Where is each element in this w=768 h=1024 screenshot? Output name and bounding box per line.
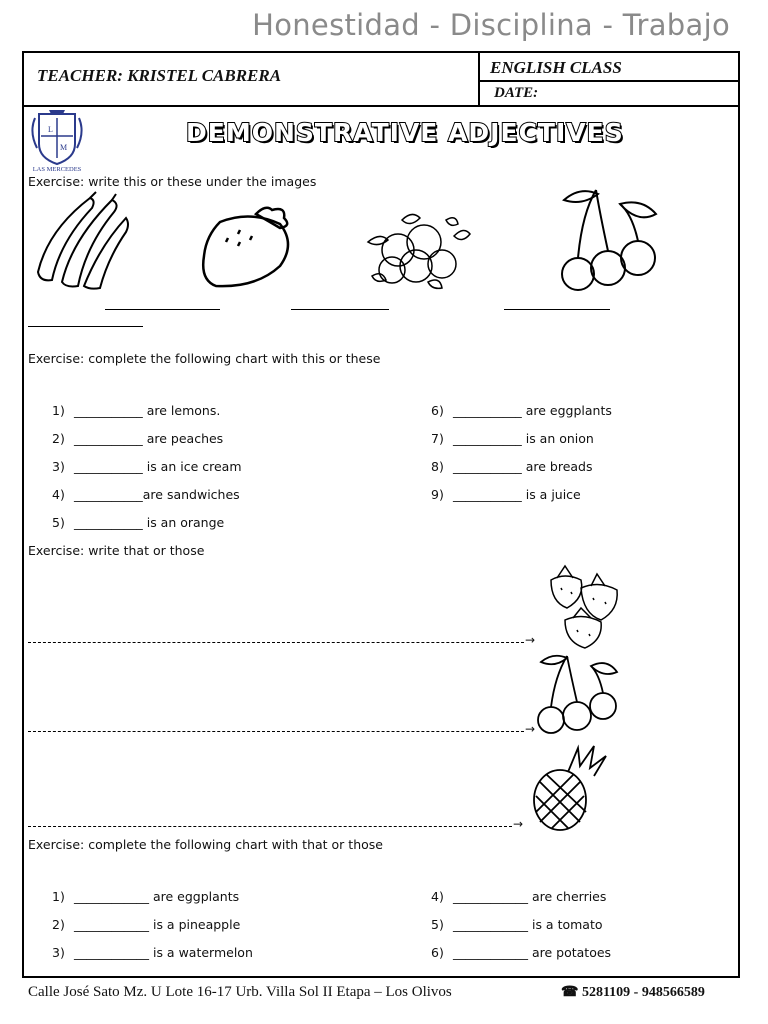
date-label: DATE:: [494, 85, 539, 101]
ex2-item-1: ___________ are lemons.: [74, 403, 221, 418]
ex2-item-3-number: 3): [52, 459, 65, 474]
logo-text: LAS MERCEDES: [32, 166, 82, 172]
answer-dashline-1[interactable]: [28, 642, 524, 643]
phone-numbers: 5281109 - 948566589: [581, 985, 705, 1000]
ex2-item-8-number: 8): [431, 459, 444, 474]
cherries-image: [550, 184, 662, 294]
answer-dashline-2[interactable]: [28, 731, 524, 732]
ex4-item-1-number: 1): [52, 889, 65, 904]
ex2-item-4: ___________are sandwiches: [74, 487, 240, 502]
ex2-item-7: ___________ is an onion: [453, 431, 594, 446]
ex1-instruction: Exercise: write this or these under the images: [28, 174, 317, 189]
ex4-item-4-number: 4): [431, 889, 444, 904]
teacher-name: TEACHER: KRISTEL CABRERA: [37, 66, 282, 85]
ex2-item-9-number: 9): [431, 487, 444, 502]
ex4-item-3-number: 3): [52, 945, 65, 960]
arrow-icon-1: →: [525, 633, 536, 647]
answer-line-1[interactable]: [105, 309, 220, 310]
ex2-instruction: Exercise: complete the following chart with this or these: [28, 351, 381, 366]
cherries-image-2: [533, 650, 621, 736]
peaches-image: [362, 206, 472, 290]
ex2-item-2: ___________ are peaches: [74, 431, 224, 446]
ex2-item-6-number: 6): [431, 403, 444, 418]
ex2-item-1-number: 1): [52, 403, 65, 418]
strawberry-image: [200, 200, 296, 292]
ex4-item-6-number: 6): [431, 945, 444, 960]
ex2-item-8: ___________ are breads: [453, 459, 593, 474]
teacher-cell: [24, 53, 480, 107]
ex2-item-3: ___________ is an ice cream: [74, 459, 242, 474]
footer-address: Calle José Sato Mz. U Lote 16-17 Urb. Villa Sol II Etapa – Los Olivos: [28, 984, 452, 1000]
ex4-item-2-number: 2): [52, 917, 65, 932]
bananas-image: [30, 190, 132, 292]
ex2-item-5-number: 5): [52, 515, 65, 530]
ex2-item-5: ___________ is an orange: [74, 515, 225, 530]
ex4-item-5-number: 5): [431, 917, 444, 932]
ex4-item-1: ____________ are eggplants: [74, 889, 240, 904]
ex2-item-7-number: 7): [431, 431, 444, 446]
telephone-icon: ☎: [561, 985, 579, 1000]
svg-text:L: L: [48, 125, 53, 134]
ex4-item-3: ____________ is a watermelon: [74, 945, 253, 960]
answer-dashline-3[interactable]: [28, 826, 512, 827]
pineapple-image: [528, 742, 610, 832]
ex2-item-4-number: 4): [52, 487, 65, 502]
answer-line-4[interactable]: [28, 326, 143, 327]
school-motto: Honestidad - Disciplina - Trabajo: [252, 8, 730, 42]
arrow-icon-2: →: [525, 722, 536, 736]
strawberries-image: [545, 558, 620, 650]
answer-line-2[interactable]: [291, 309, 389, 310]
ex2-item-6: ___________ are eggplants: [453, 403, 612, 418]
ex4-instruction: Exercise: complete the following chart with that or those: [28, 837, 383, 852]
class-cell: [480, 53, 740, 107]
arrow-icon-3: →: [513, 817, 524, 831]
svg-text:M: M: [60, 143, 68, 152]
class-name: ENGLISH CLASS: [490, 58, 622, 77]
ex3-instruction: Exercise: write that or those: [28, 543, 205, 558]
ex4-item-2: ____________ is a pineapple: [74, 917, 241, 932]
answer-line-3[interactable]: [504, 309, 610, 310]
school-logo: [27, 108, 87, 172]
ex4-item-4: ____________ are cherries: [453, 889, 607, 904]
ex4-item-6: ____________ are potatoes: [453, 945, 612, 960]
worksheet-title: DEMONSTRATIVE ADJECTIVES: [186, 118, 624, 147]
footer-phone: [561, 984, 705, 1001]
ex4-item-5: ____________ is a tomato: [453, 917, 603, 932]
ex2-item-2-number: 2): [52, 431, 65, 446]
ex2-item-9: ___________ is a juice: [453, 487, 581, 502]
